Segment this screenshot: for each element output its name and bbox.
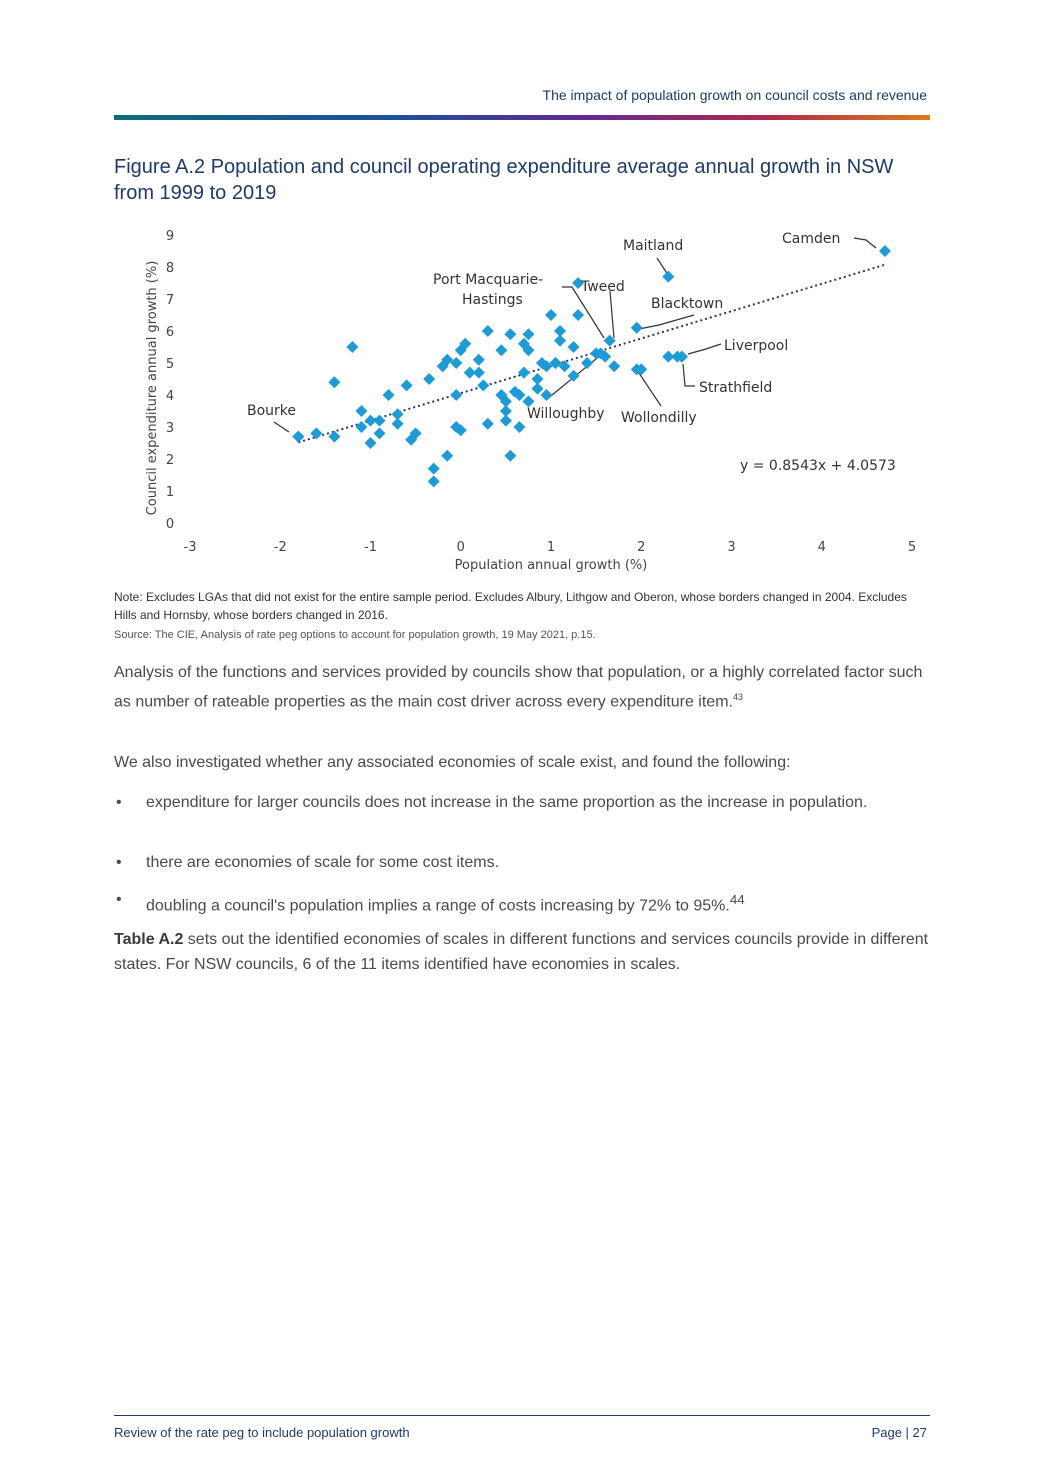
data-point bbox=[401, 379, 413, 391]
x-tick-labels bbox=[184, 540, 917, 555]
camden-leader bbox=[854, 238, 876, 248]
bourke-leader bbox=[274, 422, 289, 432]
x-axis-label: Population annual growth (%) bbox=[454, 558, 648, 573]
data-point bbox=[328, 431, 340, 443]
x-tick-label: 4 bbox=[817, 540, 826, 555]
label-blacktown: Blacktown bbox=[651, 296, 724, 312]
trendline-equation: y = 0.8543x + 4.0573 bbox=[740, 458, 896, 474]
footnote-ref-43[interactable]: 43 bbox=[732, 692, 743, 702]
data-point bbox=[328, 376, 340, 388]
data-point bbox=[513, 421, 525, 433]
data-point bbox=[383, 389, 395, 401]
data-point bbox=[495, 344, 507, 356]
paragraph-table-ref bbox=[114, 927, 930, 977]
data-point bbox=[365, 437, 377, 449]
blacktown-leader bbox=[639, 315, 694, 329]
label-liverpool: Liverpool bbox=[724, 338, 789, 354]
data-point bbox=[346, 341, 358, 353]
data-point bbox=[500, 415, 512, 427]
data-point bbox=[310, 427, 322, 439]
y-tick-label: 7 bbox=[165, 293, 175, 308]
data-point bbox=[374, 427, 386, 439]
x-tick-label: 2 bbox=[637, 540, 646, 555]
y-tick-label: 3 bbox=[165, 421, 175, 436]
wollondilly-leader bbox=[637, 370, 661, 406]
data-point bbox=[531, 373, 543, 385]
point-labels bbox=[247, 231, 896, 474]
data-point bbox=[545, 309, 557, 321]
x-tick-label: -2 bbox=[273, 540, 287, 555]
paragraph-investigation: We also investigated whether any associated economies of scale exist, and found the following: bbox=[114, 754, 791, 771]
header-gradient-rule bbox=[114, 115, 930, 120]
data-point-bourke bbox=[292, 431, 304, 443]
data-point bbox=[355, 405, 367, 417]
x-tick-label: -1 bbox=[364, 540, 377, 555]
y-tick-label: 8 bbox=[165, 261, 175, 276]
x-tick-label: 0 bbox=[456, 540, 465, 555]
y-tick-label: 1 bbox=[165, 485, 175, 500]
strathfield-leader bbox=[683, 364, 695, 386]
paragraph-analysis-text: Analysis of the functions and services provided by councils show that population, or a highly correlated factor such as number of rateable properties as the main cost driver across every expenditure item. bbox=[114, 664, 923, 711]
y-axis-title bbox=[145, 261, 160, 516]
liverpool-leader bbox=[688, 344, 721, 354]
footer-rule bbox=[114, 1415, 930, 1416]
data-point bbox=[441, 450, 453, 462]
footer-document-title: Review of the rate peg to include population growth bbox=[114, 1425, 410, 1440]
list-item-text: expenditure for larger councils does not increase in the same proportion as the increase in population. bbox=[146, 794, 868, 811]
data-point bbox=[504, 328, 516, 340]
data-point bbox=[568, 370, 580, 382]
data-point bbox=[568, 341, 580, 353]
data-point bbox=[473, 367, 485, 379]
data-point bbox=[450, 389, 462, 401]
scatter-chart bbox=[114, 220, 934, 580]
data-point bbox=[482, 325, 494, 337]
y-tick-label: 0 bbox=[165, 517, 175, 532]
data-point bbox=[428, 475, 440, 487]
figure-source: Source: The CIE, Analysis of rate peg options to account for population growth, 19 May 2021, p.15. bbox=[114, 629, 596, 641]
label-tweed: Tweed bbox=[581, 279, 625, 295]
label-leader-lines bbox=[274, 238, 876, 432]
label-bourke: Bourke bbox=[247, 403, 297, 419]
data-point-blacktown bbox=[631, 322, 643, 334]
tweed-leader bbox=[610, 291, 614, 338]
data-point bbox=[374, 415, 386, 427]
x-tick-label: 5 bbox=[907, 540, 917, 555]
data-point bbox=[504, 450, 516, 462]
figure-title: Figure A.2 Population and council operating expenditure average annual growth in NSW from 1999 to 2019 bbox=[114, 156, 894, 204]
list-item bbox=[114, 887, 930, 918]
data-point bbox=[608, 360, 620, 372]
data-point bbox=[518, 367, 530, 379]
list-item bbox=[114, 790, 930, 815]
y-tick-label: 5 bbox=[165, 357, 175, 372]
paragraph-table-ref-text: sets out the identified economies of scales in different functions and services councils provide in different states. For NSW councils, 6 of the 11 items identified have economies in scales. bbox=[114, 931, 929, 973]
data-point-maitland bbox=[662, 271, 674, 283]
y-tick-label: 6 bbox=[165, 325, 175, 340]
figure-note: Note: Excludes LGAs that did not exist for the entire sample period. Excludes Albury, Lithgow and Oberon, whose borders changed in 2004. Excludes Hills and Hornsby, whose borders changed in 2016. bbox=[114, 590, 907, 622]
data-point bbox=[392, 418, 404, 430]
y-tick-label: 4 bbox=[165, 389, 175, 404]
data-point bbox=[428, 463, 440, 475]
label-maitland: Maitland bbox=[623, 238, 684, 254]
footnote-ref-44[interactable]: 44 bbox=[729, 892, 745, 907]
y-tick-label: 9 bbox=[165, 229, 175, 244]
list-item-text bbox=[146, 887, 930, 918]
list-item bbox=[114, 850, 930, 875]
bullet-symbol: • bbox=[116, 794, 122, 811]
paragraph-analysis bbox=[114, 660, 930, 714]
x-tick-label: 1 bbox=[546, 540, 556, 555]
label-port-macquarie-2: Hastings bbox=[462, 292, 523, 308]
table-reference-link[interactable]: Table A.2 bbox=[114, 931, 184, 948]
running-header: The impact of population growth on council costs and revenue bbox=[542, 87, 927, 103]
data-point-camden bbox=[879, 245, 891, 257]
data-point bbox=[572, 309, 584, 321]
label-camden: Camden bbox=[782, 231, 841, 247]
label-strathfield: Strathfield bbox=[699, 380, 773, 396]
data-point bbox=[423, 373, 435, 385]
label-port-macquarie-1: Port Macquarie- bbox=[433, 272, 544, 288]
page-number: Page | 27 bbox=[871, 1425, 927, 1440]
list-item-text-main: doubling a council's population implies a range of costs increasing by 72% to 95%. bbox=[146, 897, 730, 915]
data-point bbox=[473, 354, 485, 366]
label-wollondilly: Wollondilly bbox=[621, 410, 697, 426]
data-point bbox=[554, 325, 566, 337]
bullet-symbol: • bbox=[116, 891, 122, 908]
y-tick-labels bbox=[166, 229, 174, 532]
x-tick-label: 3 bbox=[727, 540, 736, 555]
y-axis-label: Council expenditure annual growth (%) bbox=[145, 260, 160, 516]
y-tick-label: 2 bbox=[165, 453, 175, 468]
label-willoughby: Willoughby bbox=[527, 406, 605, 422]
data-point bbox=[540, 389, 552, 401]
x-tick-label: -3 bbox=[183, 540, 197, 555]
data-point bbox=[482, 418, 494, 430]
data-point bbox=[581, 357, 593, 369]
list-item-text: there are economies of scale for some cost items. bbox=[146, 854, 500, 871]
data-point bbox=[477, 379, 489, 391]
bullet-symbol: • bbox=[116, 854, 122, 871]
